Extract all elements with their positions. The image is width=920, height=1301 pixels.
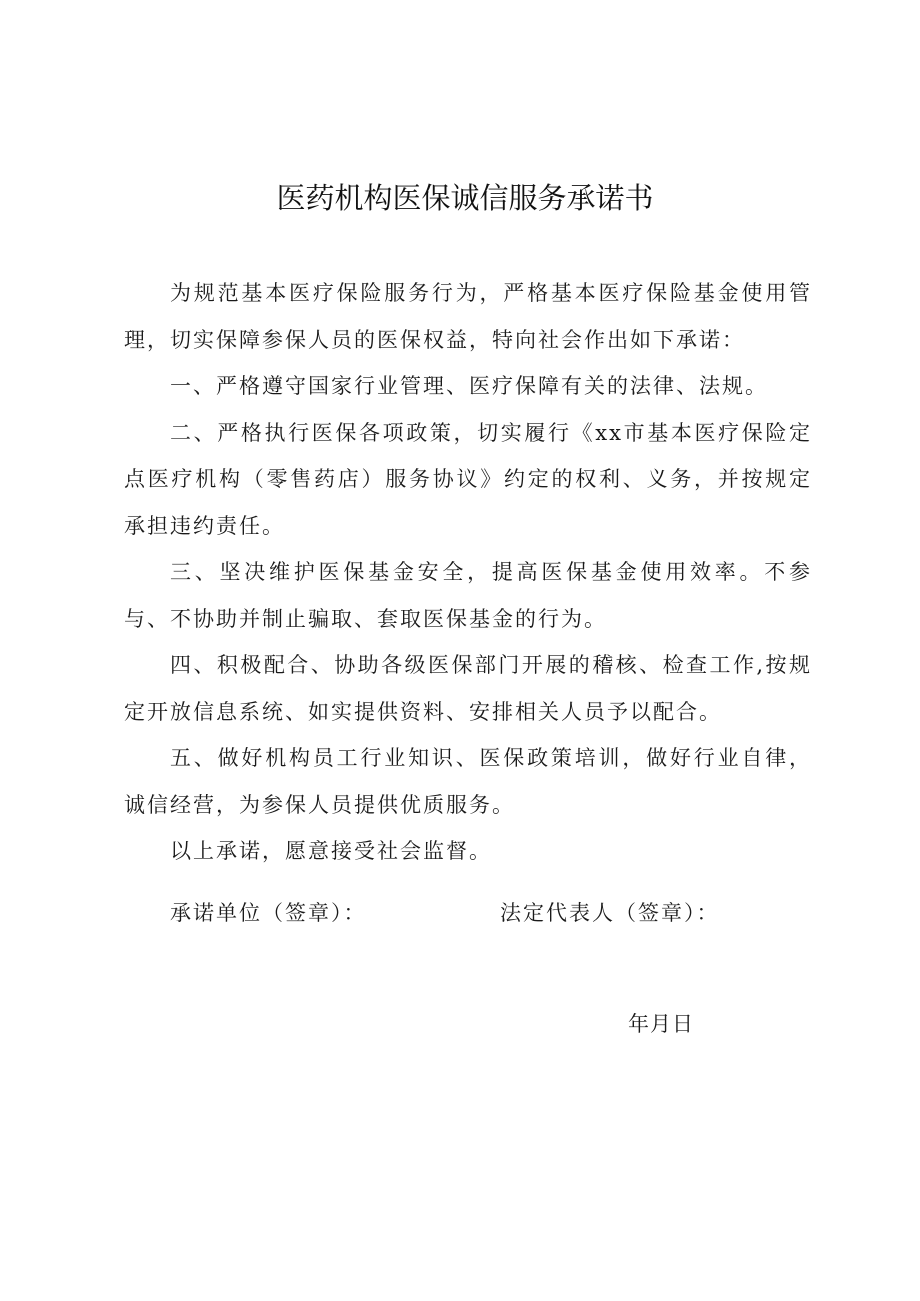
document-title: 医药机构医保诚信服务承诺书 bbox=[276, 181, 654, 215]
document-body bbox=[124, 270, 812, 875]
commitment-item-3: 三、坚决维护医保基金安全，提高医保基金使用效率。不参与、不协助并制止骗取、套取医保基金的行为。 bbox=[124, 560, 812, 631]
closing-paragraph: 以上承诺，愿意接受社会监督。 bbox=[170, 839, 492, 863]
legal-representative-seal-label: 法定代表人（签章）： bbox=[500, 901, 720, 925]
date-label: 年月日 bbox=[628, 1012, 694, 1036]
intro-paragraph: 为规范基本医疗保险服务行为，严格基本医疗保险基金使用管理，切实保障参保人员的医保权益，特向社会作出如下承诺： bbox=[124, 281, 812, 352]
commitment-item-1: 一、严格遵守国家行业管理、医疗保障有关的法律、法规。 bbox=[170, 374, 768, 398]
commitment-item-4: 四、积极配合、协助各级医保部门开展的稽核、检查工作,按规定开放信息系统、如实提供资料、安排相关人员予以配合。 bbox=[124, 653, 812, 724]
signature-row bbox=[170, 897, 770, 937]
commitment-item-5: 五、做好机构员工行业知识、医保政策培训，做好行业自律，诚信经营，为参保人员提供优质服务。 bbox=[124, 746, 812, 817]
committing-unit-seal-label: 承诺单位（签章）： bbox=[170, 901, 367, 925]
commitment-item-2: 二、严格执行医保各项政策，切实履行《xx市基本医疗保险定点医疗机构（零售药店）服务协议》约定的权利、义务，并按规定承担违约责任。 bbox=[124, 420, 812, 538]
